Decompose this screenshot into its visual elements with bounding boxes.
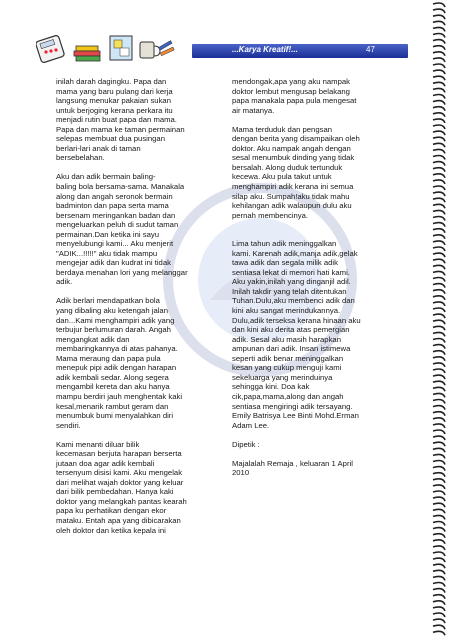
- spiral-coil: [433, 625, 445, 629]
- spiral-coil: [433, 558, 445, 562]
- spiral-coil: [433, 241, 445, 245]
- spiral-coil: [433, 143, 445, 147]
- spiral-coil: [433, 534, 445, 538]
- page-number: 47: [366, 45, 375, 54]
- spiral-coil: [433, 546, 445, 550]
- spiral-coil: [433, 137, 445, 141]
- spiral-coil: [433, 180, 445, 184]
- spiral-coil: [433, 229, 445, 233]
- spiral-coil: [433, 461, 445, 465]
- paragraph: Aku dan adik bermain baling- baling bola bersama-sama. Manakala along dan angah seronok bermain badminton dan papa serta mama bersenam meringankan badan dan mengeluarkan peluh di sudut taman permainan.Dan ketika ini sayu menyelubungi kami... Aku menjerit "ADIK...!!!!!" aku tidak mampu mengejar adik dan kudrat ini tidak berdaya menahan lori yang melanggar adik.: [56, 172, 188, 287]
- spiral-coil: [433, 393, 445, 397]
- spiral-coil: [433, 76, 445, 80]
- coffee-mug-icon: [140, 41, 174, 58]
- spiral-coil: [433, 3, 445, 7]
- paragraph: Adik berlari mendapatkan bola yang dibaling aku ketengah jalan dan...Kami menghampiri adik yang terbujur berlumuran darah. Angah mengangkat adik dan membaringkannya di atas pahanya. Mama meraung dan papa pula menepuk pipi adik dengan harapan adik kembali sedar. Along segera mengambil kereta dan aku hanya mampu berdiri jauh menghentak kaki kesal,menarik rambut geram dan menumbuk bumi menyalahkan diri sendiri.: [56, 296, 183, 430]
- spiral-coil: [433, 473, 445, 477]
- spiral-coil: [433, 418, 445, 422]
- spiral-coil: [433, 192, 445, 196]
- spiral-coil: [433, 15, 445, 19]
- spiral-coil: [433, 515, 445, 519]
- spiral-coil: [433, 101, 445, 105]
- spiral-coil: [433, 436, 445, 440]
- spiral-coil: [433, 149, 445, 153]
- spiral-coil: [433, 131, 445, 135]
- spiral-coil: [433, 339, 445, 343]
- header-title: ...Karya Kreatif!...: [232, 45, 298, 54]
- spiral-coil: [433, 259, 445, 263]
- spiral-coil: [433, 522, 445, 526]
- spiral-coil: [433, 198, 445, 202]
- spiral-coil: [433, 540, 445, 544]
- header-icons: [36, 32, 216, 64]
- left-column: [56, 77, 226, 545]
- spiral-coil: [433, 381, 445, 385]
- spiral-coil: [433, 576, 445, 580]
- spiral-coil: [433, 412, 445, 416]
- header-bar: [192, 44, 408, 58]
- spiral-coil: [433, 351, 445, 355]
- spiral-coil: [433, 247, 445, 251]
- spiral-coil: [433, 58, 445, 62]
- spiral-coil: [433, 595, 445, 599]
- spiral-coil: [433, 424, 445, 428]
- spiral-coil: [433, 497, 445, 501]
- spiral-coil: [433, 631, 445, 635]
- spiral-coil: [433, 467, 445, 471]
- spiral-coil: [433, 253, 445, 257]
- spiral-binding: [431, 0, 447, 640]
- spiral-coil: [433, 430, 445, 434]
- spiral-coil: [433, 296, 445, 300]
- spiral-coil: [433, 583, 445, 587]
- spiral-coil: [433, 345, 445, 349]
- bulletin-board-icon: [110, 36, 132, 60]
- spiral-coil: [433, 326, 445, 330]
- spiral-coil: [433, 46, 445, 50]
- spiral-coil: [433, 314, 445, 318]
- spiral-coil: [433, 552, 445, 556]
- spiral-coil: [433, 82, 445, 86]
- paragraph: Kami menanti diluar bilik kecemasan berjuta harapan berserta jutaan doa agar adik kembali tersenyum disisi kami. Aku mengelak dari melihat wajah doktor yang keluar dari bilik pembedahan. Hanya kaki doktor yang melangkah pantas kearah papa ku perhatikan dengan ekor mataku. Entah apa yang dibicarakan oleh doktor dan ketika kepala ini: [56, 439, 187, 535]
- spiral-coil: [433, 113, 445, 117]
- spiral-coil: [433, 27, 445, 31]
- spiral-coil: [433, 290, 445, 294]
- spiral-coil: [433, 70, 445, 74]
- spiral-coil: [433, 204, 445, 208]
- spiral-coil: [433, 88, 445, 92]
- spiral-coil: [433, 168, 445, 172]
- spiral-coil: [433, 400, 445, 404]
- spiral-coil: [433, 570, 445, 574]
- right-column: [232, 77, 405, 487]
- spiral-coil: [433, 369, 445, 373]
- spiral-coil: [433, 162, 445, 166]
- spiral-coil: [433, 52, 445, 56]
- spiral-coil: [433, 174, 445, 178]
- source-label: Dipetik :: [232, 439, 260, 449]
- spiral-coil: [433, 619, 445, 623]
- spiral-coil: [433, 320, 445, 324]
- spiral-coil: [433, 40, 445, 44]
- spiral-coil: [433, 217, 445, 221]
- spiral-coil: [433, 21, 445, 25]
- spiral-coil: [433, 448, 445, 452]
- paragraph: inilah darah dagingku. Papa dan mama yang baru pulang dari kerja langsung menukar pakaian sukan untuk berjoging kerana perkara itu menjadi rutin buat papa dan mama. Papa dan mama ke taman permainan selepas membuat dua pusingan berlari-lari anak di taman bersebelahan.: [56, 77, 185, 163]
- paragraph: mendongak,apa yang aku nampak doktor lembut mengusap belakang papa manakala papa pula mengesat air matanya.: [232, 77, 357, 115]
- spiral-coil: [433, 278, 445, 282]
- spiral-coil: [433, 485, 445, 489]
- spiral-coil: [433, 613, 445, 617]
- spiral-coil: [433, 589, 445, 593]
- spiral-coil: [433, 601, 445, 605]
- source-citation: Majalalah Remaja , keluaran 1 April 2010: [232, 458, 353, 478]
- paragraph: Lima tahun adik meninggalkan kami. Karenah adik,manja adik,gelak tawa adik dan segala milik adik sentiasa lekat di memori hati kami. Aku yakin,inilah yang dinganjil adil. Inilah takdir yang telah ditentukan Tuhan.Dulu,aku membenci adik dan kini aku sangat merindukannya. Dulu,adik terseksa kerana hinaan aku dan kini aku derita atas pemergian adik. Sesal aku masih harapkan ampunan dari adik. Insan istimewa seperti adik benar meninggalkan kesan yang cukup menguji kami sekeluarga yang merinduinya sehingga kini. Doa kak cik,papa,mama,along dan angah sentiasa mengiringi adik tersayang. Emily Batrisya Lee Binti Mohd.Erman Adam Lee.: [232, 239, 361, 430]
- spiral-coil: [433, 156, 445, 160]
- spiral-coil: [433, 271, 445, 275]
- spiral-coil: [433, 95, 445, 99]
- spiral-coil: [433, 186, 445, 190]
- spiral-coil: [433, 375, 445, 379]
- spiral-coil: [433, 9, 445, 13]
- spiral-coil: [433, 223, 445, 227]
- spiral-coil: [433, 332, 445, 336]
- spiral-coil: [433, 406, 445, 410]
- spiral-coil: [433, 363, 445, 367]
- spiral-coil: [433, 491, 445, 495]
- spiral-coil: [433, 479, 445, 483]
- spiral-coil: [433, 284, 445, 288]
- spiral-coil: [433, 107, 445, 111]
- spiral-coil: [433, 119, 445, 123]
- spiral-coil: [433, 265, 445, 269]
- spiral-coil: [433, 125, 445, 129]
- spiral-coil: [433, 210, 445, 214]
- spiral-coil: [433, 302, 445, 306]
- spiral-coil: [433, 454, 445, 458]
- spiral-coil: [433, 235, 445, 239]
- spiral-coil: [433, 387, 445, 391]
- calculator-icon: [36, 35, 65, 63]
- books-icon: [74, 46, 100, 61]
- spiral-coil: [433, 607, 445, 611]
- spiral-coil: [433, 564, 445, 568]
- spiral-coil: [433, 34, 445, 38]
- spiral-coil: [433, 357, 445, 361]
- spiral-coil: [433, 442, 445, 446]
- spiral-coil: [433, 503, 445, 507]
- spiral-coil: [433, 308, 445, 312]
- spiral-coil: [433, 509, 445, 513]
- spiral-coil: [433, 528, 445, 532]
- paragraph: Mama terduduk dan pengsan dengan berita yang disampaikan oleh doktor. Aku nampak angah dengan sesal menumbuk dinding yang tidak bersalah. Along duduk tertunduk kecewa. Aku pula takut untuk menghampiri adik kerana ini semua silap aku. Sumpah!aku tidak mahu kehilangan adik walaupun dulu aku pernah membencinya.: [232, 124, 360, 220]
- spiral-coil: [433, 64, 445, 68]
